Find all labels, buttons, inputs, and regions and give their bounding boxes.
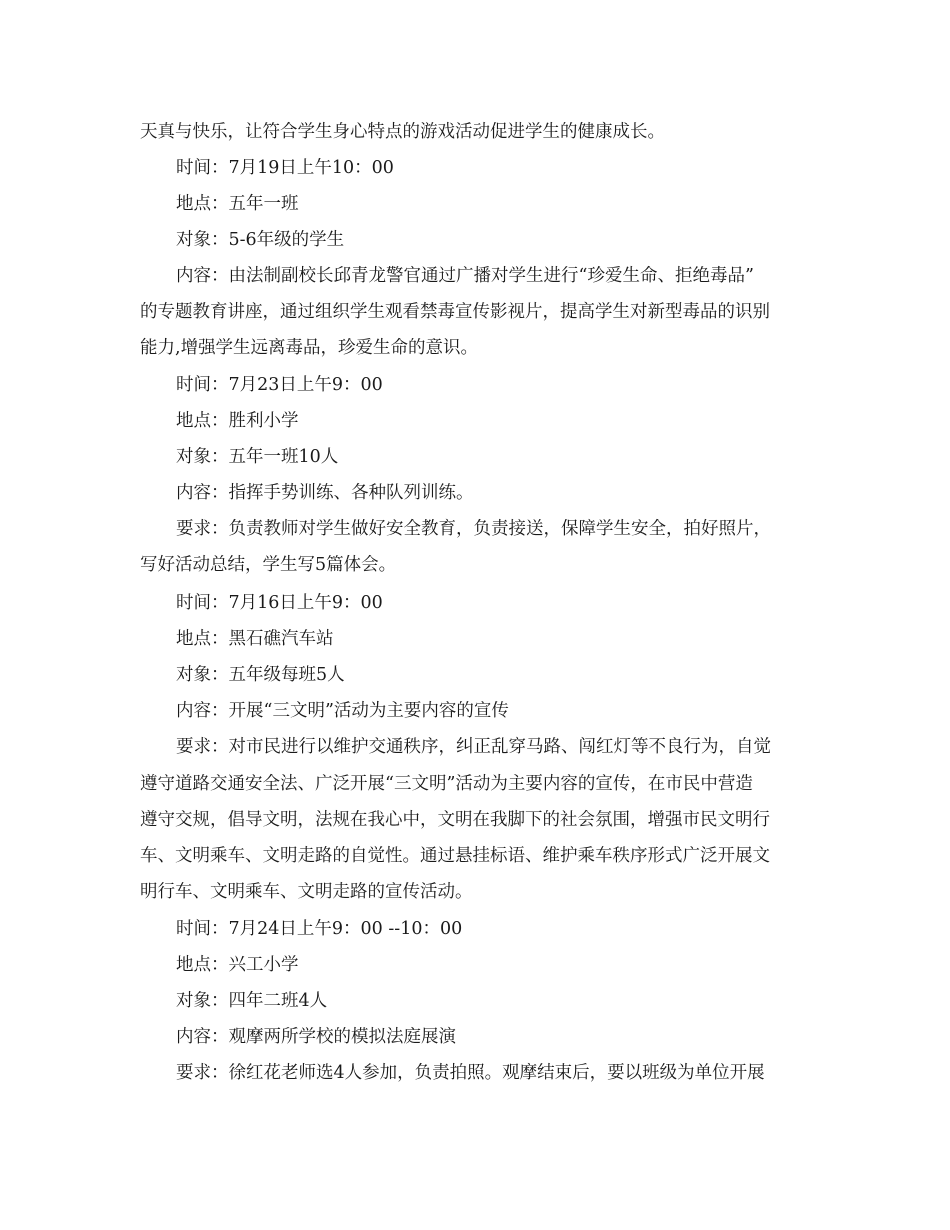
paragraph-line: 地点：兴工小学 xyxy=(176,955,299,975)
paragraph-line: 对象：五年一班10人 xyxy=(176,447,339,467)
paragraph-line: 能力,增强学生远离毒品，珍爱生命的意识。 xyxy=(140,338,479,358)
paragraph-line: 时间：7月24日上午9：00 --10：00 xyxy=(176,919,463,939)
paragraph-line: 天真与快乐，让符合学生身心特点的游戏活动促进学生的健康成长。 xyxy=(140,122,665,142)
paragraph-line: 的专题教育讲座，通过组织学生观看禁毒宣传影视片，提高学生对新型毒品的识别 xyxy=(140,302,770,322)
paragraph-line: 车、文明乘车、文明走路的自觉性。通过悬挂标语、维护乘车秩序形式广泛开展文 xyxy=(140,846,770,866)
paragraph-line: 对象：四年二班4人 xyxy=(176,991,328,1011)
paragraph-line: 明行车、文明乘车、文明走路的宣传活动。 xyxy=(140,882,473,902)
paragraph-line: 遵守交规，倡导文明，法规在我心中，文明在我脚下的社会氛围，增强市民文明行 xyxy=(140,810,770,830)
paragraph-line: 内容：指挥手势训练、各种队列训练。 xyxy=(176,483,474,503)
paragraph-line: 对象：五年级每班5人 xyxy=(176,665,345,685)
paragraph-line: 地点：黑石礁汽车站 xyxy=(176,629,334,649)
paragraph-line: 内容：由法制副校长邱青龙警官通过广播对学生进行“珍爱生命、拒绝毒品” xyxy=(176,266,754,286)
paragraph-line: 内容：开展“三文明”活动为主要内容的宣传 xyxy=(176,701,509,721)
paragraph-line: 地点：胜利小学 xyxy=(176,411,299,431)
paragraph-line: 要求：负责教师对学生做好安全教育，负责接送，保障学生安全，拍好照片， xyxy=(176,519,771,539)
paragraph-line: 要求：徐红花老师选4人参加，负责拍照。观摩结束后，要以班级为单位开展 xyxy=(176,1063,765,1083)
paragraph-line: 写好活动总结，学生写5篇体会。 xyxy=(140,555,397,575)
paragraph-line: 时间：7月23日上午9：00 xyxy=(176,375,383,395)
paragraph-line: 对象：5-6年级的学生 xyxy=(176,230,345,250)
paragraph-line: 地点：五年一班 xyxy=(176,194,299,214)
paragraph-line: 要求：对市民进行以维护交通秩序，纠正乱穿马路、闯红灯等不良行为，自觉 xyxy=(176,737,771,757)
paragraph-line: 遵守道路交通安全法、广泛开展“三文明”活动为主要内容的宣传，在市民中营造 xyxy=(140,774,753,794)
paragraph-line: 时间：7月16日上午9：00 xyxy=(176,593,383,613)
paragraph-line: 内容：观摩两所学校的模拟法庭展演 xyxy=(176,1027,456,1047)
paragraph-line: 时间：7月19日上午10：00 xyxy=(176,158,394,178)
